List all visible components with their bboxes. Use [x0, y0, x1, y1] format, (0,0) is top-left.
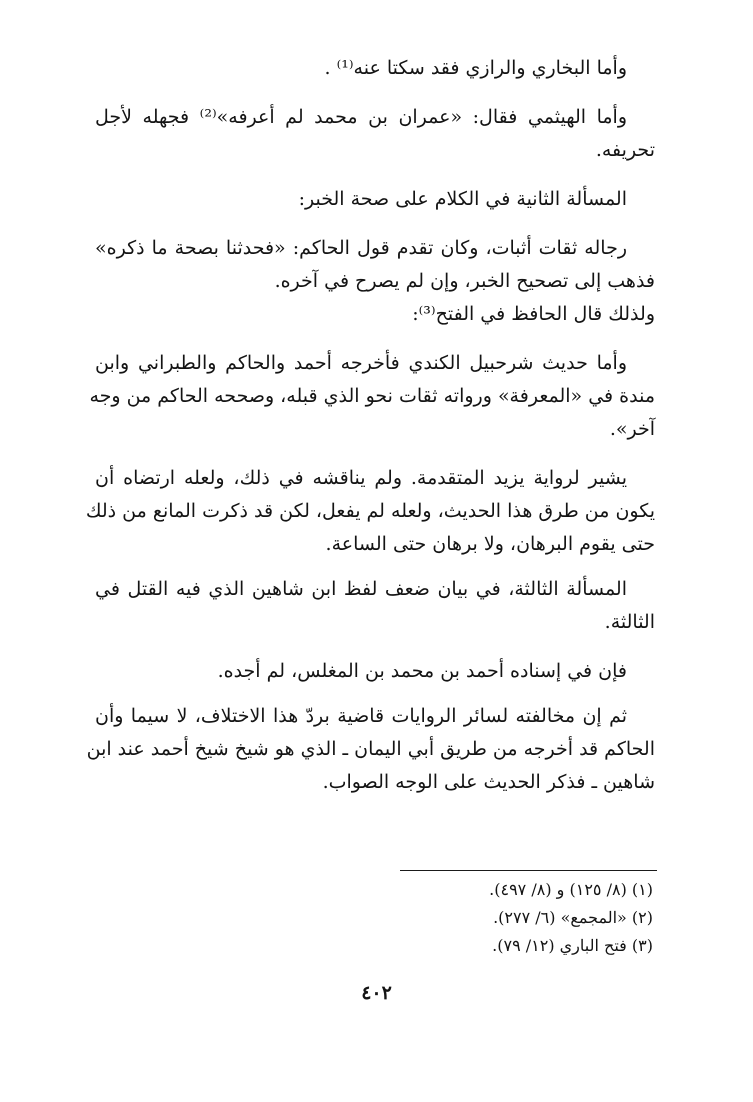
text-line: رجاله ثقات أثبات، وكان تقدم قول الحاكم: «فحدثنا بصحة ما ذكره» — [95, 237, 627, 259]
text-line: المسألة الثالثة، في بيان ضعف لفظ ابن شاهين الذي فيه القتل في — [95, 578, 627, 600]
text-line: يشير لرواية يزيد المتقدمة. ولم يناقشه في ذلك، ولعله ارتضاه أن — [95, 467, 627, 489]
quotation — [89, 347, 655, 446]
footnote-divider — [400, 870, 657, 871]
paragraph-6 — [86, 700, 655, 799]
paragraph-1 — [95, 52, 655, 85]
footnote-3: (٣) فتح الباري (١٢/ ٧٩). — [492, 936, 653, 955]
text-line: وأما الهيثمي فقال: «عمران بن محمد لم أعرفه»⁽²⁾ فجهله لأجل — [95, 106, 627, 128]
paragraph-2 — [95, 101, 655, 167]
text-line: فذهب إلى تصحيح الخبر، وإن لم يصرح في آخره. — [274, 270, 655, 292]
text-line: يكون من طرق هذا الحديث، ولعله لم يفعل، لكن قد ذكرت المانع من ذلك — [85, 500, 655, 522]
page-number: ٤٠٢ — [361, 982, 392, 1004]
text-line: الحاكم قد أخرجه من طريق أبي اليمان ـ الذي هو شيخ شيخ أحمد عند ابن — [86, 738, 655, 760]
text-line: ثم إن مخالفته لسائر الروايات قاضية بردّ هذا الاختلاف، لا سيما وأن — [95, 705, 627, 727]
text-line: وأما حديث شرحبيل الكندي فأخرجه أحمد والحاكم والطبراني وابن — [95, 352, 627, 374]
section-heading-2 — [95, 183, 655, 216]
footnotes — [330, 876, 653, 960]
text-line: الثالثة. — [604, 611, 655, 633]
paragraph-5 — [95, 655, 655, 688]
text-line: ولذلك قال الحافظ في الفتح⁽³⁾: — [412, 303, 655, 325]
text-line: آخر». — [609, 418, 655, 440]
text-line: حتى يقوم البرهان، ولا برهان حتى الساعة. — [325, 533, 655, 555]
paragraph-4 — [85, 462, 655, 561]
text-line: مندة في «المعرفة» ورواته ثقات نحو الذي قبله، وصححه الحاكم من وجه — [89, 385, 655, 407]
text-line: المسألة الثانية في الكلام على صحة الخبر: — [298, 188, 627, 210]
text-line: فإن في إسناده أحمد بن محمد بن المغلس، لم أجده. — [217, 660, 627, 682]
footnote-2: (٢) «المجمع» (٦/ ٢٧٧). — [493, 908, 653, 927]
paragraph-3 — [95, 232, 655, 331]
footnote-1: (١) (٨/ ١٢٥) و (٨/ ٤٩٧). — [489, 880, 653, 899]
text-line: تحريفه. — [595, 139, 655, 161]
main-text — [85, 52, 655, 799]
text-line: وأما البخاري والرازي فقد سكتا عنه⁽¹⁾ . — [324, 57, 627, 79]
section-heading-3 — [95, 573, 655, 639]
text-line: شاهين ـ فذكر الحديث على الوجه الصواب. — [322, 771, 655, 793]
